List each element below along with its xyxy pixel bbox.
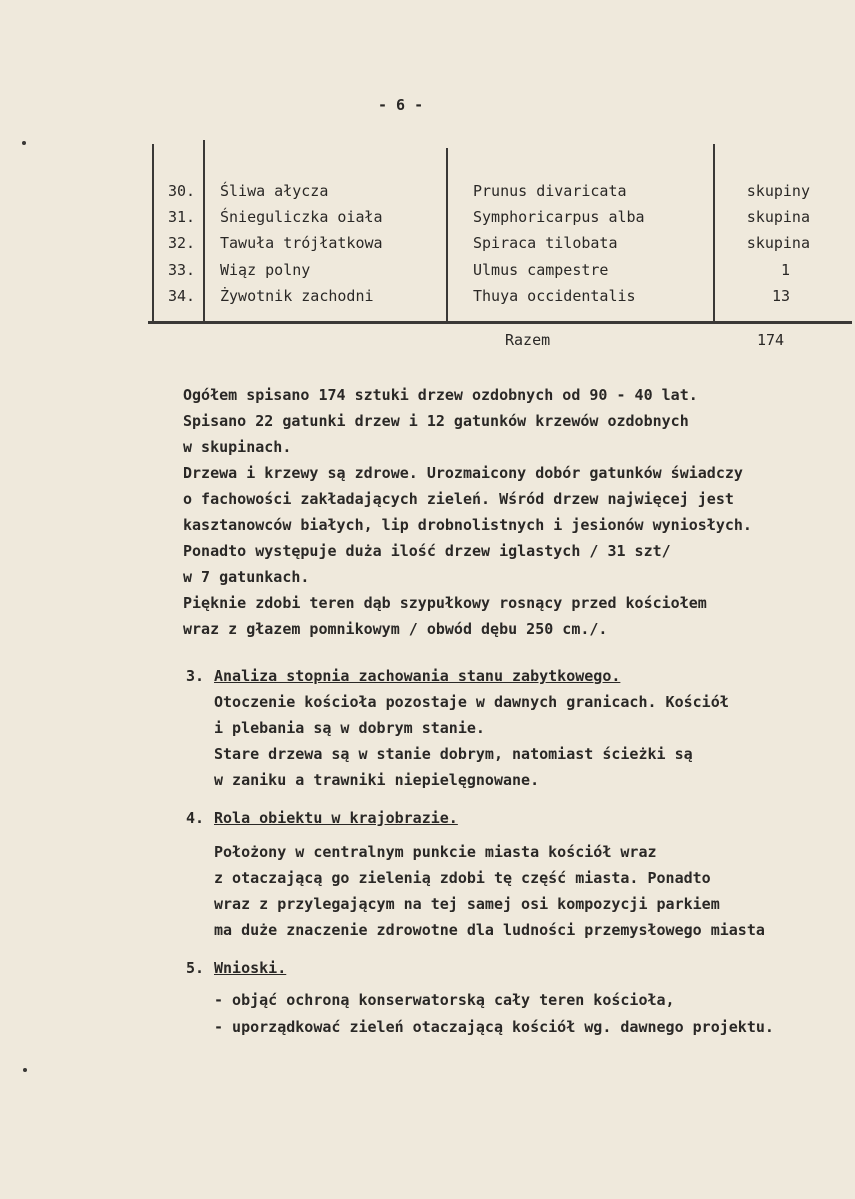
section-line: z otaczającą go zielenią zdobi tę część miasta. Ponadto: [214, 869, 711, 887]
section-line: - uporządkować zieleń otaczającą kościół wg. dawnego projektu.: [214, 1018, 774, 1036]
total-label: Razem: [505, 331, 551, 349]
tree-count: 1: [780, 261, 790, 279]
section-line: - objąć ochroną konserwatorską cały teren kościoła,: [214, 991, 675, 1009]
paragraph-line: w 7 gatunkach.: [183, 568, 310, 586]
page-number: - 6 -: [378, 96, 424, 114]
section-line: Stare drzewa są w stanie dobrym, natomiast ścieżki są: [214, 745, 693, 763]
section-line: w zaniku a trawniki niepielęgnowane.: [214, 771, 540, 789]
section-heading: Wnioski.: [214, 959, 287, 977]
tree-count: skupiny: [746, 182, 810, 200]
table-bottom-rule: [148, 321, 852, 324]
section-line: Otoczenie kościoła pozostaje w dawnych granicach. Kościół: [214, 693, 729, 711]
paragraph-line: w skupinach.: [183, 438, 292, 456]
table-divider-2: [446, 148, 448, 324]
paragraph-line: o fachowości zakładających zieleń. Wśród drzew najwięcej jest: [183, 490, 734, 508]
section-line: Położony w centralnym punkcie miasta kościół wraz: [214, 843, 657, 861]
tree-count: 13: [771, 287, 790, 305]
polish-name: Żywotnik zachodni: [220, 287, 374, 305]
paragraph-line: kasztanowców białych, lip drobnolistnych i jesionów wyniosłych.: [183, 516, 752, 534]
latin-name: Ulmus campestre: [473, 261, 609, 279]
section-number: 3.: [186, 667, 205, 685]
row-number: 34.: [168, 287, 196, 305]
row-number: 30.: [168, 182, 196, 200]
section-heading: Rola obiektu w krajobrazie.: [214, 809, 458, 827]
paragraph-line: wraz z głazem pomnikowym / obwód dębu 250 cm./.: [183, 620, 608, 638]
paragraph-line: Pięknie zdobi teren dąb szypułkowy rosnący przed kościołem: [183, 594, 707, 612]
section-number: 5.: [186, 959, 205, 977]
section-line: i plebania są w dobrym stanie.: [214, 719, 485, 737]
tree-count: skupina: [746, 234, 810, 252]
row-number: 33.: [168, 261, 196, 279]
polish-name: Tawuła trójłatkowa: [220, 234, 383, 252]
section-line: wraz z przylegającym na tej samej osi kompozycji parkiem: [214, 895, 720, 913]
total-value: 174: [757, 331, 785, 349]
polish-name: Śliwa ałycza: [220, 182, 329, 200]
latin-name: Spiraca tilobata: [473, 234, 618, 252]
paragraph-line: Drzewa i krzewy są zdrowe. Urozmaicony dobór gatunków świadczy: [183, 464, 743, 482]
paragraph-line: Spisano 22 gatunki drzew i 12 gatunków krzewów ozdobnych: [183, 412, 689, 430]
latin-name: Prunus divaricata: [473, 182, 627, 200]
section-number: 4.: [186, 809, 205, 827]
section-heading: Analiza stopnia zachowania stanu zabytkowego.: [214, 667, 621, 685]
section-line: ma duże znaczenie zdrowotne dla ludności przemysłowego miasta: [214, 921, 765, 939]
latin-name: Symphoricarpus alba: [473, 208, 645, 226]
table-divider-1: [203, 140, 205, 324]
latin-name: Thuya occidentalis: [473, 287, 636, 305]
tree-count: skupina: [746, 208, 810, 226]
row-number: 31.: [168, 208, 196, 226]
table-border-left: [152, 144, 154, 324]
polish-name: Śnieguliczka oiała: [220, 208, 383, 226]
margin-mark: [23, 1068, 27, 1072]
margin-mark: [22, 141, 26, 145]
paragraph-line: Ogółem spisano 174 sztuki drzew ozdobnych od 90 - 40 lat.: [183, 386, 698, 404]
paragraph-line: Ponadto występuje duża ilość drzew iglastych / 31 szt/: [183, 542, 671, 560]
polish-name: Wiąz polny: [220, 261, 311, 279]
row-number: 32.: [168, 234, 196, 252]
